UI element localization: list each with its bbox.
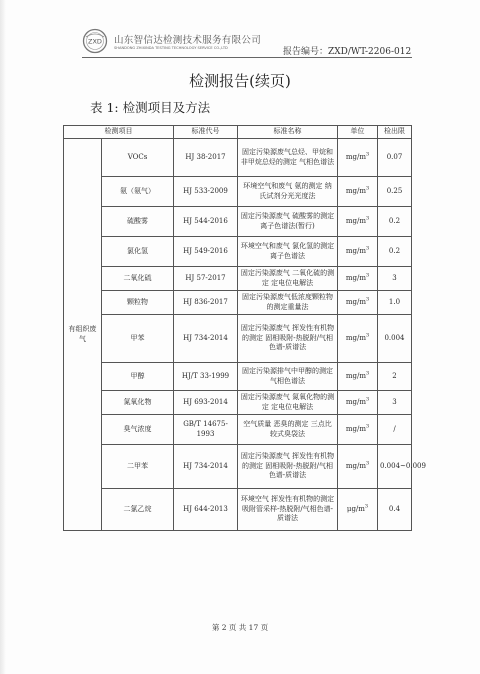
unit-cell [338,139,378,177]
table-row [64,237,412,267]
unit-exponent: 3 [365,396,370,403]
item-cell: 二氧化硫 [102,267,174,291]
method-cell: 固定污染源废气 挥发性有机物的测定 固相吸附-热脱附/气相色谱-质谱法 [238,445,338,489]
unit-exponent: 3 [365,370,370,377]
unit-exponent: 3 [365,245,370,252]
limit-cell: 1.0 [378,291,412,315]
table-row [64,177,412,207]
limit-cell: 3 [378,267,412,291]
limit-cell: 0.2 [378,207,412,237]
unit-base: mg/m [345,273,366,282]
table-row [64,445,412,489]
limit-cell: 0.25 [378,177,412,207]
method-cell: 空气质量 恶臭的测定 三点比较式臭袋法 [238,415,338,445]
code-cell: HJ 734-2014 [174,445,238,489]
unit-base: mg/m [345,152,366,161]
limit-cell: 3 [378,391,412,415]
table-row [64,207,412,237]
unit-base: mg/m [345,461,366,470]
unit-cell [338,315,378,363]
unit-exponent: 3 [365,296,370,303]
item-cell: 二氯乙烷 [102,489,174,531]
unit-base: mg/m [345,397,366,406]
unit-exponent: 3 [365,423,370,430]
header-code: 标准代号 [174,126,238,139]
unit-cell [338,291,378,315]
method-cell: 环境空气和废气 氯化氢的测定 离子色谱法 [238,237,338,267]
unit-base: mg/m [345,371,366,380]
header-unit: 单位 [338,126,378,139]
header-limit: 检出限 [378,126,412,139]
unit-base: mg/m [345,424,366,433]
item-cell: 氨（氨气） [102,177,174,207]
item-cell: VOCs [102,139,174,177]
method-cell: 环境空气 挥发性有机物的测定 吸附管采样-热脱附/气相色谱-质谱法 [238,489,338,531]
page-number: 第 2 页 共 17 页 [211,623,269,632]
method-cell: 固定污染源废气 硫酸雾的测定 离子色谱法(暂行) [238,207,338,237]
unit-base: mg/m [345,186,366,195]
page-title: 检测报告(续页) [189,72,291,90]
company-name-en: SHANDONG ZHIXINDA TESTING TECHNOLOGY SERVICE CO.,LTD [114,46,228,50]
unit-exponent: 3 [365,332,370,339]
unit-exponent: 3 [364,503,369,510]
unit-exponent: 3 [365,272,370,279]
test-items-table [63,125,426,531]
item-cell: 臭气浓度 [102,415,174,445]
method-cell: 固定污染源废气 二氧化硫的测定 定电位电解法 [238,267,338,291]
code-cell: HJ 38-2017 [174,139,238,177]
code-cell: HJ 544-2016 [174,207,238,237]
company-name-cn: 山东智信达检测技术服务有限公司 [114,35,262,46]
method-cell: 环境空气和废气 氨的测定 纳氏试剂分光光度法 [238,177,338,207]
table-row [64,315,412,363]
unit-exponent: 3 [365,185,370,192]
code-cell: GB/T 14675-1993 [174,415,238,445]
limit-cell: 0.4 [378,489,412,531]
category-cell: 有组织废气 [64,139,102,531]
item-cell: 甲醇 [102,363,174,391]
unit-cell [338,207,378,237]
logo-text: ZXD [88,37,102,46]
method-cell: 固定污染源排气中甲醇的测定 气相色谱法 [238,363,338,391]
method-cell: 固定污染源废气 氮氧化物的测定 定电位电解法 [238,391,338,415]
table-row [64,363,412,391]
unit-base: mg/m [345,333,366,342]
item-cell: 二甲苯 [102,445,174,489]
unit-base: mg/m [345,246,366,255]
unit-cell [338,415,378,445]
report-number: 报告编号：ZXD/WT-2206-012 [283,47,412,57]
unit-base: mg/m [345,297,366,306]
header-name: 标准名称 [238,126,338,139]
limit-cell: 0.07 [378,139,412,177]
table-row [64,139,412,177]
item-cell: 硫酸雾 [102,207,174,237]
table-row [64,267,412,291]
item-cell: 颗粒物 [102,291,174,315]
code-cell: HJ 57-2017 [174,267,238,291]
limit-cell: 0.004~0.009 [378,445,412,489]
unit-exponent: 3 [365,151,370,158]
code-cell: HJ 533-2009 [174,177,238,207]
unit-exponent: 3 [365,460,370,467]
limit-cell: 2 [378,363,412,391]
item-cell: 氯化氢 [102,237,174,267]
code-cell: HJ 836-2017 [174,291,238,315]
table-row [64,391,412,415]
unit-cell [338,237,378,267]
code-cell: HJ/T 33-1999 [174,363,238,391]
method-cell: 固定污染源废气总烃、甲烷和非甲烷总烃的测定 气相色谱法 [238,139,338,177]
code-cell: HJ 693-2014 [174,391,238,415]
page-edge-shadow [0,0,6,674]
code-cell: HJ 549-2016 [174,237,238,267]
unit-cell [338,445,378,489]
unit-cell [338,267,378,291]
table-caption: 表 1: 检测项目及方法 [90,100,211,115]
unit-cell [338,363,378,391]
unit-base: mg/m [345,216,366,225]
unit-cell [338,177,378,207]
table-row [64,291,412,315]
item-cell: 氮氧化物 [102,391,174,415]
header-item: 检测项目 [64,126,174,139]
unit-cell [338,391,378,415]
table-header-row [64,126,412,139]
unit-exponent: 3 [365,215,370,222]
limit-cell: 0.004 [378,315,412,363]
header-divider [82,57,412,58]
code-cell: HJ 644-2013 [174,489,238,531]
method-cell: 固定污染源废气 挥发性有机物的测定 固相吸附-热脱附/气相色谱-质谱法 [238,315,338,363]
limit-cell: / [378,415,412,445]
limit-cell: 0.2 [378,237,412,267]
method-cell: 固定污染源废气低浓度颗粒物的测定重量法 [238,291,338,315]
table-row [64,489,412,531]
item-cell: 甲苯 [102,315,174,363]
unit-base: μg/m [346,504,365,513]
unit-cell [338,489,378,531]
code-cell: HJ 734-2014 [174,315,238,363]
company-logo-icon [82,28,108,54]
table-row [64,415,412,445]
